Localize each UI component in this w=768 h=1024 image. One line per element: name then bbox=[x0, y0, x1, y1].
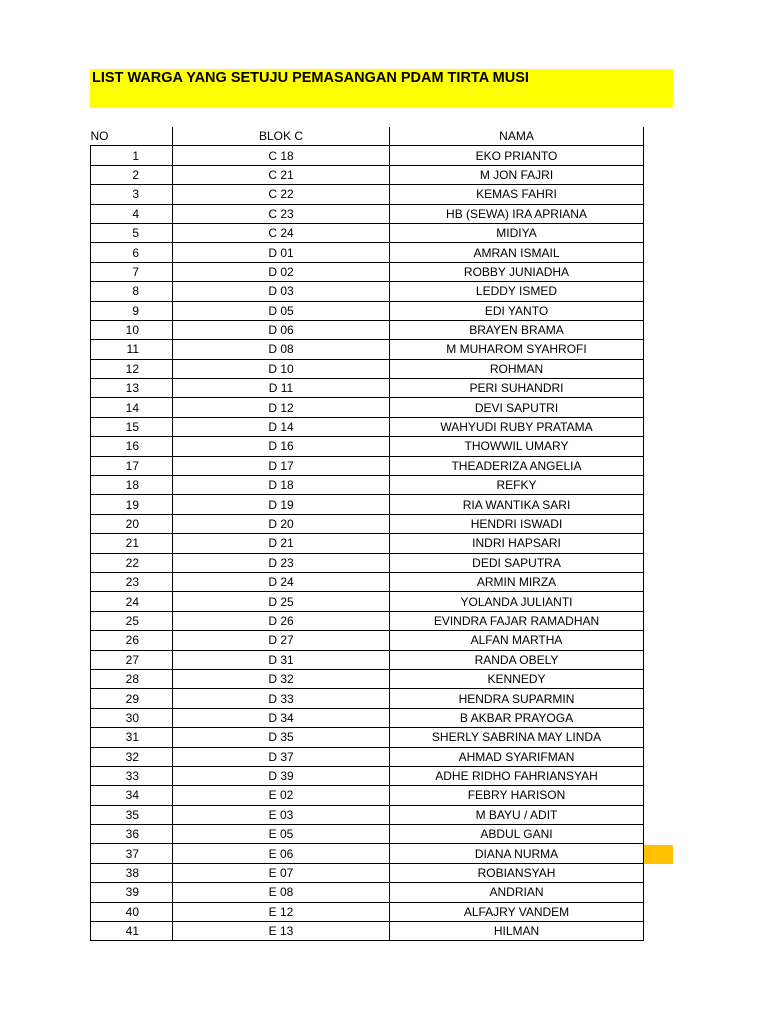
row-no-cell: 6 bbox=[91, 243, 173, 262]
row-nama-cell: ARMIN MIRZA bbox=[390, 572, 644, 591]
table-row bbox=[91, 223, 644, 242]
row-blok-cell: C 23 bbox=[173, 204, 390, 223]
row-nama-cell: RIA WANTIKA SARI bbox=[390, 495, 644, 514]
table-row bbox=[91, 553, 644, 572]
row-no-cell: 41 bbox=[91, 922, 173, 941]
row-blok-cell: D 08 bbox=[173, 340, 390, 359]
header-blok: BLOK C bbox=[173, 127, 390, 146]
row-blok-cell: E 06 bbox=[173, 844, 390, 863]
highlighted-cell bbox=[643, 845, 673, 864]
table-row bbox=[91, 359, 644, 378]
table-row bbox=[91, 417, 644, 436]
row-blok-cell: E 12 bbox=[173, 902, 390, 921]
row-nama-cell: AHMAD SYARIFMAN bbox=[390, 747, 644, 766]
table-row bbox=[91, 301, 644, 320]
row-no-cell: 28 bbox=[91, 669, 173, 688]
table-row bbox=[91, 863, 644, 882]
table-row bbox=[91, 514, 644, 533]
table-row bbox=[91, 437, 644, 456]
row-nama-cell: ABDUL GANI bbox=[390, 825, 644, 844]
row-nama-cell: ANDRIAN bbox=[390, 883, 644, 902]
row-blok-cell: D 24 bbox=[173, 572, 390, 591]
row-no-cell: 36 bbox=[91, 825, 173, 844]
table-row bbox=[91, 708, 644, 727]
row-nama-cell: ROBIANSYAH bbox=[390, 863, 644, 882]
row-blok-cell: D 01 bbox=[173, 243, 390, 262]
row-no-cell: 2 bbox=[91, 165, 173, 184]
table-row bbox=[91, 883, 644, 902]
row-nama-cell: WAHYUDI RUBY PRATAMA bbox=[390, 417, 644, 436]
row-nama-cell: B AKBAR PRAYOGA bbox=[390, 708, 644, 727]
header-nama: NAMA bbox=[390, 127, 644, 146]
row-no-cell: 7 bbox=[91, 262, 173, 281]
table-row bbox=[91, 534, 644, 553]
row-no-cell: 20 bbox=[91, 514, 173, 533]
table-row bbox=[91, 747, 644, 766]
row-blok-cell: D 19 bbox=[173, 495, 390, 514]
row-no-cell: 33 bbox=[91, 766, 173, 785]
table-row bbox=[91, 243, 644, 262]
row-blok-cell: D 39 bbox=[173, 766, 390, 785]
row-blok-cell: E 02 bbox=[173, 786, 390, 805]
table-row bbox=[91, 825, 644, 844]
table-body bbox=[91, 146, 644, 941]
row-nama-cell: ALFAJRY VANDEM bbox=[390, 902, 644, 921]
row-no-cell: 30 bbox=[91, 708, 173, 727]
table-row bbox=[91, 902, 644, 921]
row-nama-cell: ROHMAN bbox=[390, 359, 644, 378]
row-nama-cell: ADHE RIDHO FAHRIANSYAH bbox=[390, 766, 644, 785]
row-nama-cell: ALFAN MARTHA bbox=[390, 631, 644, 650]
row-no-cell: 8 bbox=[91, 282, 173, 301]
row-nama-cell: AMRAN ISMAIL bbox=[390, 243, 644, 262]
table-row bbox=[91, 456, 644, 475]
row-blok-cell: E 13 bbox=[173, 922, 390, 941]
row-blok-cell: E 07 bbox=[173, 863, 390, 882]
row-no-cell: 34 bbox=[91, 786, 173, 805]
row-no-cell: 16 bbox=[91, 437, 173, 456]
row-nama-cell: HILMAN bbox=[390, 922, 644, 941]
row-blok-cell: D 26 bbox=[173, 611, 390, 630]
row-blok-cell: D 06 bbox=[173, 320, 390, 339]
table-row bbox=[91, 476, 644, 495]
row-nama-cell: SHERLY SABRINA MAY LINDA bbox=[390, 728, 644, 747]
row-nama-cell: YOLANDA JULIANTI bbox=[390, 592, 644, 611]
row-nama-cell: M JON FAJRI bbox=[390, 165, 644, 184]
row-blok-cell: D 27 bbox=[173, 631, 390, 650]
row-blok-cell: D 10 bbox=[173, 359, 390, 378]
row-no-cell: 31 bbox=[91, 728, 173, 747]
row-nama-cell: HENDRA SUPARMIN bbox=[390, 689, 644, 708]
table-row bbox=[91, 650, 644, 669]
row-no-cell: 38 bbox=[91, 863, 173, 882]
row-blok-cell: C 24 bbox=[173, 223, 390, 242]
table-row bbox=[91, 379, 644, 398]
row-no-cell: 1 bbox=[91, 146, 173, 165]
row-blok-cell: D 03 bbox=[173, 282, 390, 301]
row-no-cell: 37 bbox=[91, 844, 173, 863]
row-no-cell: 22 bbox=[91, 553, 173, 572]
row-nama-cell: RANDA OBELY bbox=[390, 650, 644, 669]
row-nama-cell: KENNEDY bbox=[390, 669, 644, 688]
row-blok-cell: D 37 bbox=[173, 747, 390, 766]
row-no-cell: 4 bbox=[91, 204, 173, 223]
table-row bbox=[91, 185, 644, 204]
row-nama-cell: DIANA NURMA bbox=[390, 844, 644, 863]
row-blok-cell: D 17 bbox=[173, 456, 390, 475]
row-no-cell: 21 bbox=[91, 534, 173, 553]
row-no-cell: 9 bbox=[91, 301, 173, 320]
row-blok-cell: D 18 bbox=[173, 476, 390, 495]
row-no-cell: 18 bbox=[91, 476, 173, 495]
row-no-cell: 19 bbox=[91, 495, 173, 514]
row-nama-cell: BRAYEN BRAMA bbox=[390, 320, 644, 339]
row-nama-cell: FEBRY HARISON bbox=[390, 786, 644, 805]
table-row bbox=[91, 398, 644, 417]
row-no-cell: 17 bbox=[91, 456, 173, 475]
row-nama-cell: M MUHAROM SYAHROFI bbox=[390, 340, 644, 359]
row-nama-cell: EDI YANTO bbox=[390, 301, 644, 320]
row-no-cell: 40 bbox=[91, 902, 173, 921]
row-no-cell: 12 bbox=[91, 359, 173, 378]
table-row bbox=[91, 669, 644, 688]
table-row bbox=[91, 340, 644, 359]
row-blok-cell: D 12 bbox=[173, 398, 390, 417]
row-no-cell: 11 bbox=[91, 340, 173, 359]
table-row bbox=[91, 611, 644, 630]
row-nama-cell: MIDIYA bbox=[390, 223, 644, 242]
row-blok-cell: D 33 bbox=[173, 689, 390, 708]
row-nama-cell: DEVI SAPUTRI bbox=[390, 398, 644, 417]
table-row bbox=[91, 631, 644, 650]
table-row bbox=[91, 766, 644, 785]
table-row bbox=[91, 786, 644, 805]
table-row bbox=[91, 165, 644, 184]
row-no-cell: 13 bbox=[91, 379, 173, 398]
row-no-cell: 27 bbox=[91, 650, 173, 669]
row-no-cell: 39 bbox=[91, 883, 173, 902]
row-nama-cell: LEDDY ISMED bbox=[390, 282, 644, 301]
table-row bbox=[91, 204, 644, 223]
row-no-cell: 5 bbox=[91, 223, 173, 242]
row-blok-cell: D 21 bbox=[173, 534, 390, 553]
table-row bbox=[91, 805, 644, 824]
row-nama-cell: M BAYU / ADIT bbox=[390, 805, 644, 824]
row-nama-cell: EKO PRIANTO bbox=[390, 146, 644, 165]
table-row bbox=[91, 262, 644, 281]
table-row bbox=[91, 728, 644, 747]
row-nama-cell: ROBBY JUNIADHA bbox=[390, 262, 644, 281]
row-blok-cell: D 35 bbox=[173, 728, 390, 747]
resident-table bbox=[90, 127, 644, 941]
table-header bbox=[91, 127, 644, 146]
row-no-cell: 35 bbox=[91, 805, 173, 824]
row-blok-cell: E 08 bbox=[173, 883, 390, 902]
row-blok-cell: C 18 bbox=[173, 146, 390, 165]
row-no-cell: 26 bbox=[91, 631, 173, 650]
row-no-cell: 10 bbox=[91, 320, 173, 339]
row-no-cell: 23 bbox=[91, 572, 173, 591]
row-no-cell: 14 bbox=[91, 398, 173, 417]
row-blok-cell: C 21 bbox=[173, 165, 390, 184]
table-row bbox=[91, 320, 644, 339]
row-no-cell: 15 bbox=[91, 417, 173, 436]
table-row bbox=[91, 146, 644, 165]
row-nama-cell: PERI SUHANDRI bbox=[390, 379, 644, 398]
row-blok-cell: D 05 bbox=[173, 301, 390, 320]
row-nama-cell: EVINDRA FAJAR RAMADHAN bbox=[390, 611, 644, 630]
row-no-cell: 25 bbox=[91, 611, 173, 630]
table-row bbox=[91, 844, 644, 863]
table-row bbox=[91, 282, 644, 301]
row-blok-cell: D 16 bbox=[173, 437, 390, 456]
row-blok-cell: E 03 bbox=[173, 805, 390, 824]
row-nama-cell: INDRI HAPSARI bbox=[390, 534, 644, 553]
page-title: LIST WARGA YANG SETUJU PEMASANGAN PDAM TIRTA MUSI bbox=[92, 70, 529, 86]
table-row bbox=[91, 572, 644, 591]
header-no: NO bbox=[90, 129, 109, 144]
row-no-cell: 3 bbox=[91, 185, 173, 204]
row-blok-cell: D 02 bbox=[173, 262, 390, 281]
table-row bbox=[91, 495, 644, 514]
row-blok-cell: D 20 bbox=[173, 514, 390, 533]
row-nama-cell: HENDRI ISWADI bbox=[390, 514, 644, 533]
row-no-cell: 24 bbox=[91, 592, 173, 611]
row-no-cell: 32 bbox=[91, 747, 173, 766]
title-band bbox=[90, 69, 673, 108]
row-blok-cell: D 31 bbox=[173, 650, 390, 669]
row-blok-cell: D 25 bbox=[173, 592, 390, 611]
table-row bbox=[91, 592, 644, 611]
row-nama-cell: REFKY bbox=[390, 476, 644, 495]
row-blok-cell: D 11 bbox=[173, 379, 390, 398]
row-blok-cell: D 34 bbox=[173, 708, 390, 727]
row-blok-cell: D 23 bbox=[173, 553, 390, 572]
row-nama-cell: THOWWIL UMARY bbox=[390, 437, 644, 456]
row-nama-cell: THEADERIZA ANGELIA bbox=[390, 456, 644, 475]
header-row bbox=[91, 127, 644, 146]
row-blok-cell: D 32 bbox=[173, 669, 390, 688]
row-nama-cell: HB (SEWA) IRA APRIANA bbox=[390, 204, 644, 223]
row-no-cell: 29 bbox=[91, 689, 173, 708]
row-blok-cell: D 14 bbox=[173, 417, 390, 436]
row-nama-cell: DEDI SAPUTRA bbox=[390, 553, 644, 572]
table-row bbox=[91, 689, 644, 708]
table-row bbox=[91, 922, 644, 941]
row-nama-cell: KEMAS FAHRI bbox=[390, 185, 644, 204]
row-blok-cell: E 05 bbox=[173, 825, 390, 844]
row-blok-cell: C 22 bbox=[173, 185, 390, 204]
